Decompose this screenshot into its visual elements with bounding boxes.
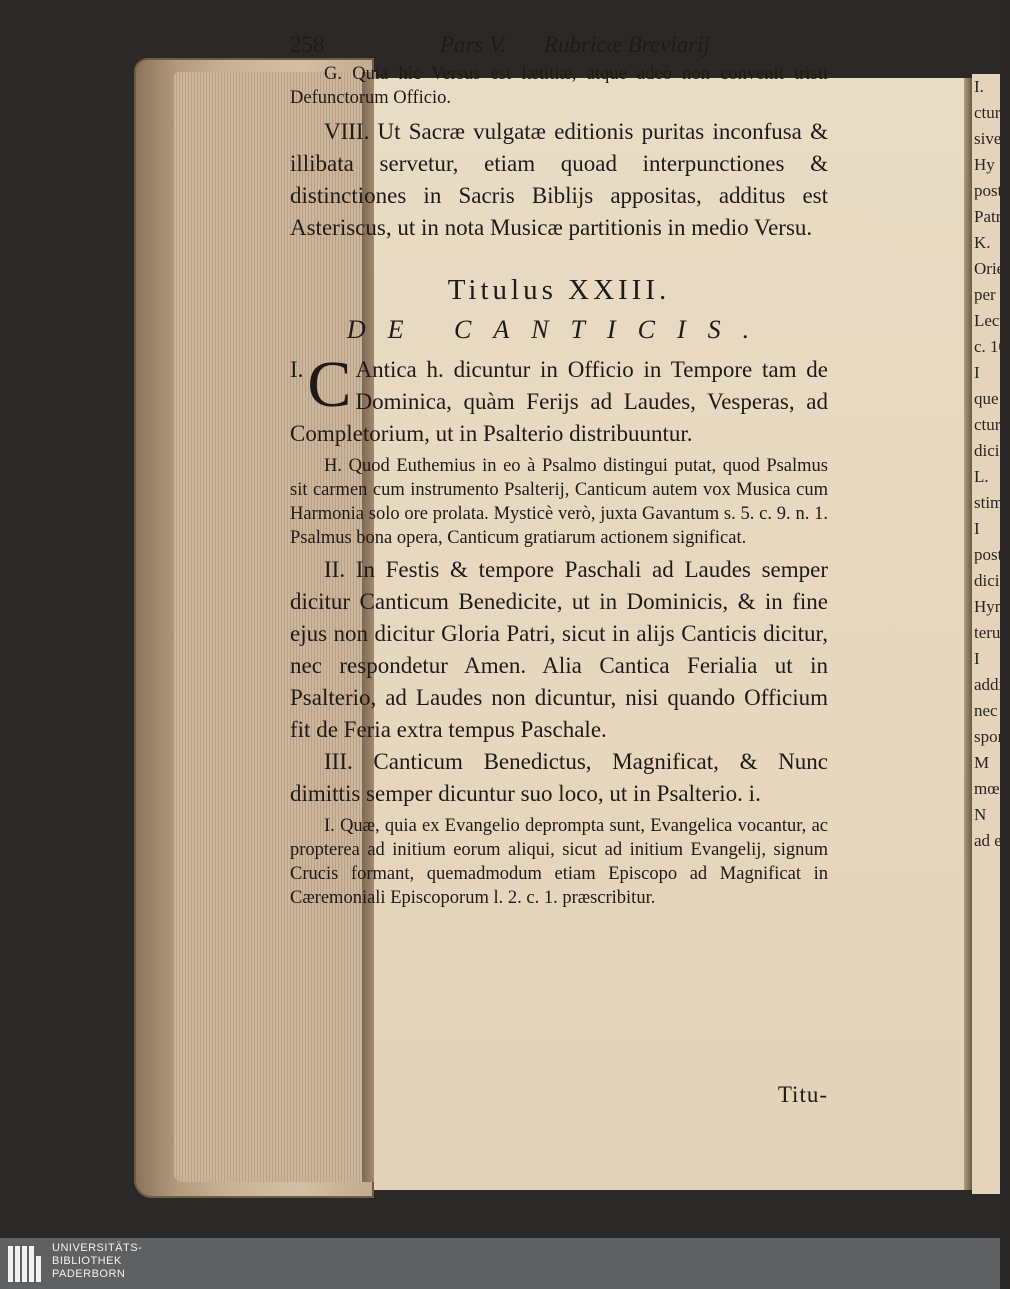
library-name-line3: PADERBORN — [52, 1268, 126, 1280]
library-footer — [0, 1238, 1000, 1289]
right-page-line: post — [974, 181, 1003, 200]
right-page-line: Patr — [974, 207, 1002, 226]
right-page-line: I — [974, 649, 980, 668]
right-page-line: Lecti — [974, 311, 1009, 330]
drop-capital: C — [307, 348, 352, 421]
right-page-line: spor — [974, 727, 1004, 746]
section-heading: DE CANTICIS. — [346, 315, 772, 344]
right-page-line: M — [974, 753, 990, 772]
page-number: 258 — [290, 32, 325, 57]
right-page-line: post — [974, 545, 1003, 564]
right-page-line: dici — [974, 571, 1000, 590]
book-gutter — [964, 78, 972, 1190]
right-page-line: I — [974, 519, 980, 538]
right-page-line: I. — [974, 77, 984, 96]
running-title: Rubricæ Breviarij — [544, 32, 710, 57]
library-name-line1: UNIVERSITÄTS- — [52, 1242, 143, 1254]
right-page-fragment — [972, 74, 1010, 1194]
paragraph-i-text: Antica h. dicuntur in Officio in Tempore tam de Dominica, quàm Ferijs ad Laudes, Vesperas, ad Completorium, ut in Psalterio distribuuntur. — [290, 357, 828, 446]
right-page-line: mœr — [974, 779, 1006, 798]
right-page-line: N — [974, 805, 987, 824]
paragraph-i — [290, 348, 828, 450]
library-name-line2: BIBLIOTHEK — [52, 1255, 122, 1267]
right-page-line: Hy — [974, 155, 995, 174]
note-h: H. Quod Euthemius in eo à Psalmo distingui putat, quod Psalmus sit carmen cum instrumento Psalterij, Canticum autem vox Musica cum Harmonia solo ore prolata. Mysticè verò, juxta Gavantum s. 5. c. 9. n. 1. Psalmus bona opera, Canticum gratiarum actionem significat. — [290, 456, 828, 548]
right-page-line: L. — [974, 467, 989, 486]
right-page-line: Hyn — [974, 597, 1004, 616]
right-page-line: c. 10 — [974, 337, 1008, 356]
right-page-line: I — [974, 363, 980, 382]
right-page-line: sive — [974, 129, 1002, 148]
right-page-line: nec — [974, 701, 998, 720]
part-heading: Pars V. — [440, 32, 507, 57]
right-page-line: ad ex — [974, 831, 1010, 850]
paragraph-i-label: I. — [290, 357, 304, 382]
right-page-line: que — [974, 389, 999, 408]
library-name — [52, 1242, 142, 1281]
paragraph-viii: VIII. Ut Sacræ vulgatæ editionis puritas inconfusa & illibata servetur, etiam quoad interpunctiones & distinctiones in Sacris Biblijs appositas, additus est Asteriscus, ut in nota Musicæ partitionis in medio Versu. — [290, 119, 828, 240]
right-page-line: dici — [974, 441, 1000, 460]
running-head — [290, 30, 828, 62]
library-logo-icon — [8, 1246, 44, 1282]
right-page-line: per i — [974, 285, 1005, 304]
right-page-line: stim — [974, 493, 1004, 512]
right-page-line: ctur — [974, 103, 1001, 122]
note-g: G. Quia hic Versus est lætitiæ, atque adeò non convenit tristi Defunctorum Officio. — [290, 64, 828, 108]
paragraph-iii: III. Canticum Benedictus, Magnificat, & Nunc dimittis semper dicuntur suo loco, ut in Psalterio. i. — [290, 749, 828, 806]
right-page-line: ctur — [974, 415, 1001, 434]
right-page-line: addi — [974, 675, 1004, 694]
page-content — [290, 30, 828, 1107]
paragraph-ii: II. In Festis & tempore Paschali ad Laudes semper dicitur Canticum Benedicite, ut in Dominicis, & in fine ejus non dicitur Gloria Patri, sicut in alijs Canticis dicitur, nec respondetur Amen. Alia Cantica Ferialia ut in Psalterio, ad Laudes non dicuntur, nisi quando Officium fit de Feria extra tempus Paschale. — [290, 557, 828, 742]
right-page-line: K. — [974, 233, 991, 252]
right-page-line: Orie — [974, 259, 1005, 278]
right-page-line: teru — [974, 623, 1001, 642]
titulus-heading: Titulus XXIII. — [447, 274, 671, 306]
note-i: I. Quæ, quia ex Evangelio deprompta sunt, Evangelica vocantur, ac propterea ad initium eorum aliqui, sicut ad initium Evangelij, signum Crucis formant, quemadmodum etiam Episcopo ad Magnificat in Cæremoniali Episcoporum l. 2. c. 1. præscribitur. — [290, 816, 828, 908]
catchword: Titu- — [777, 1082, 828, 1107]
